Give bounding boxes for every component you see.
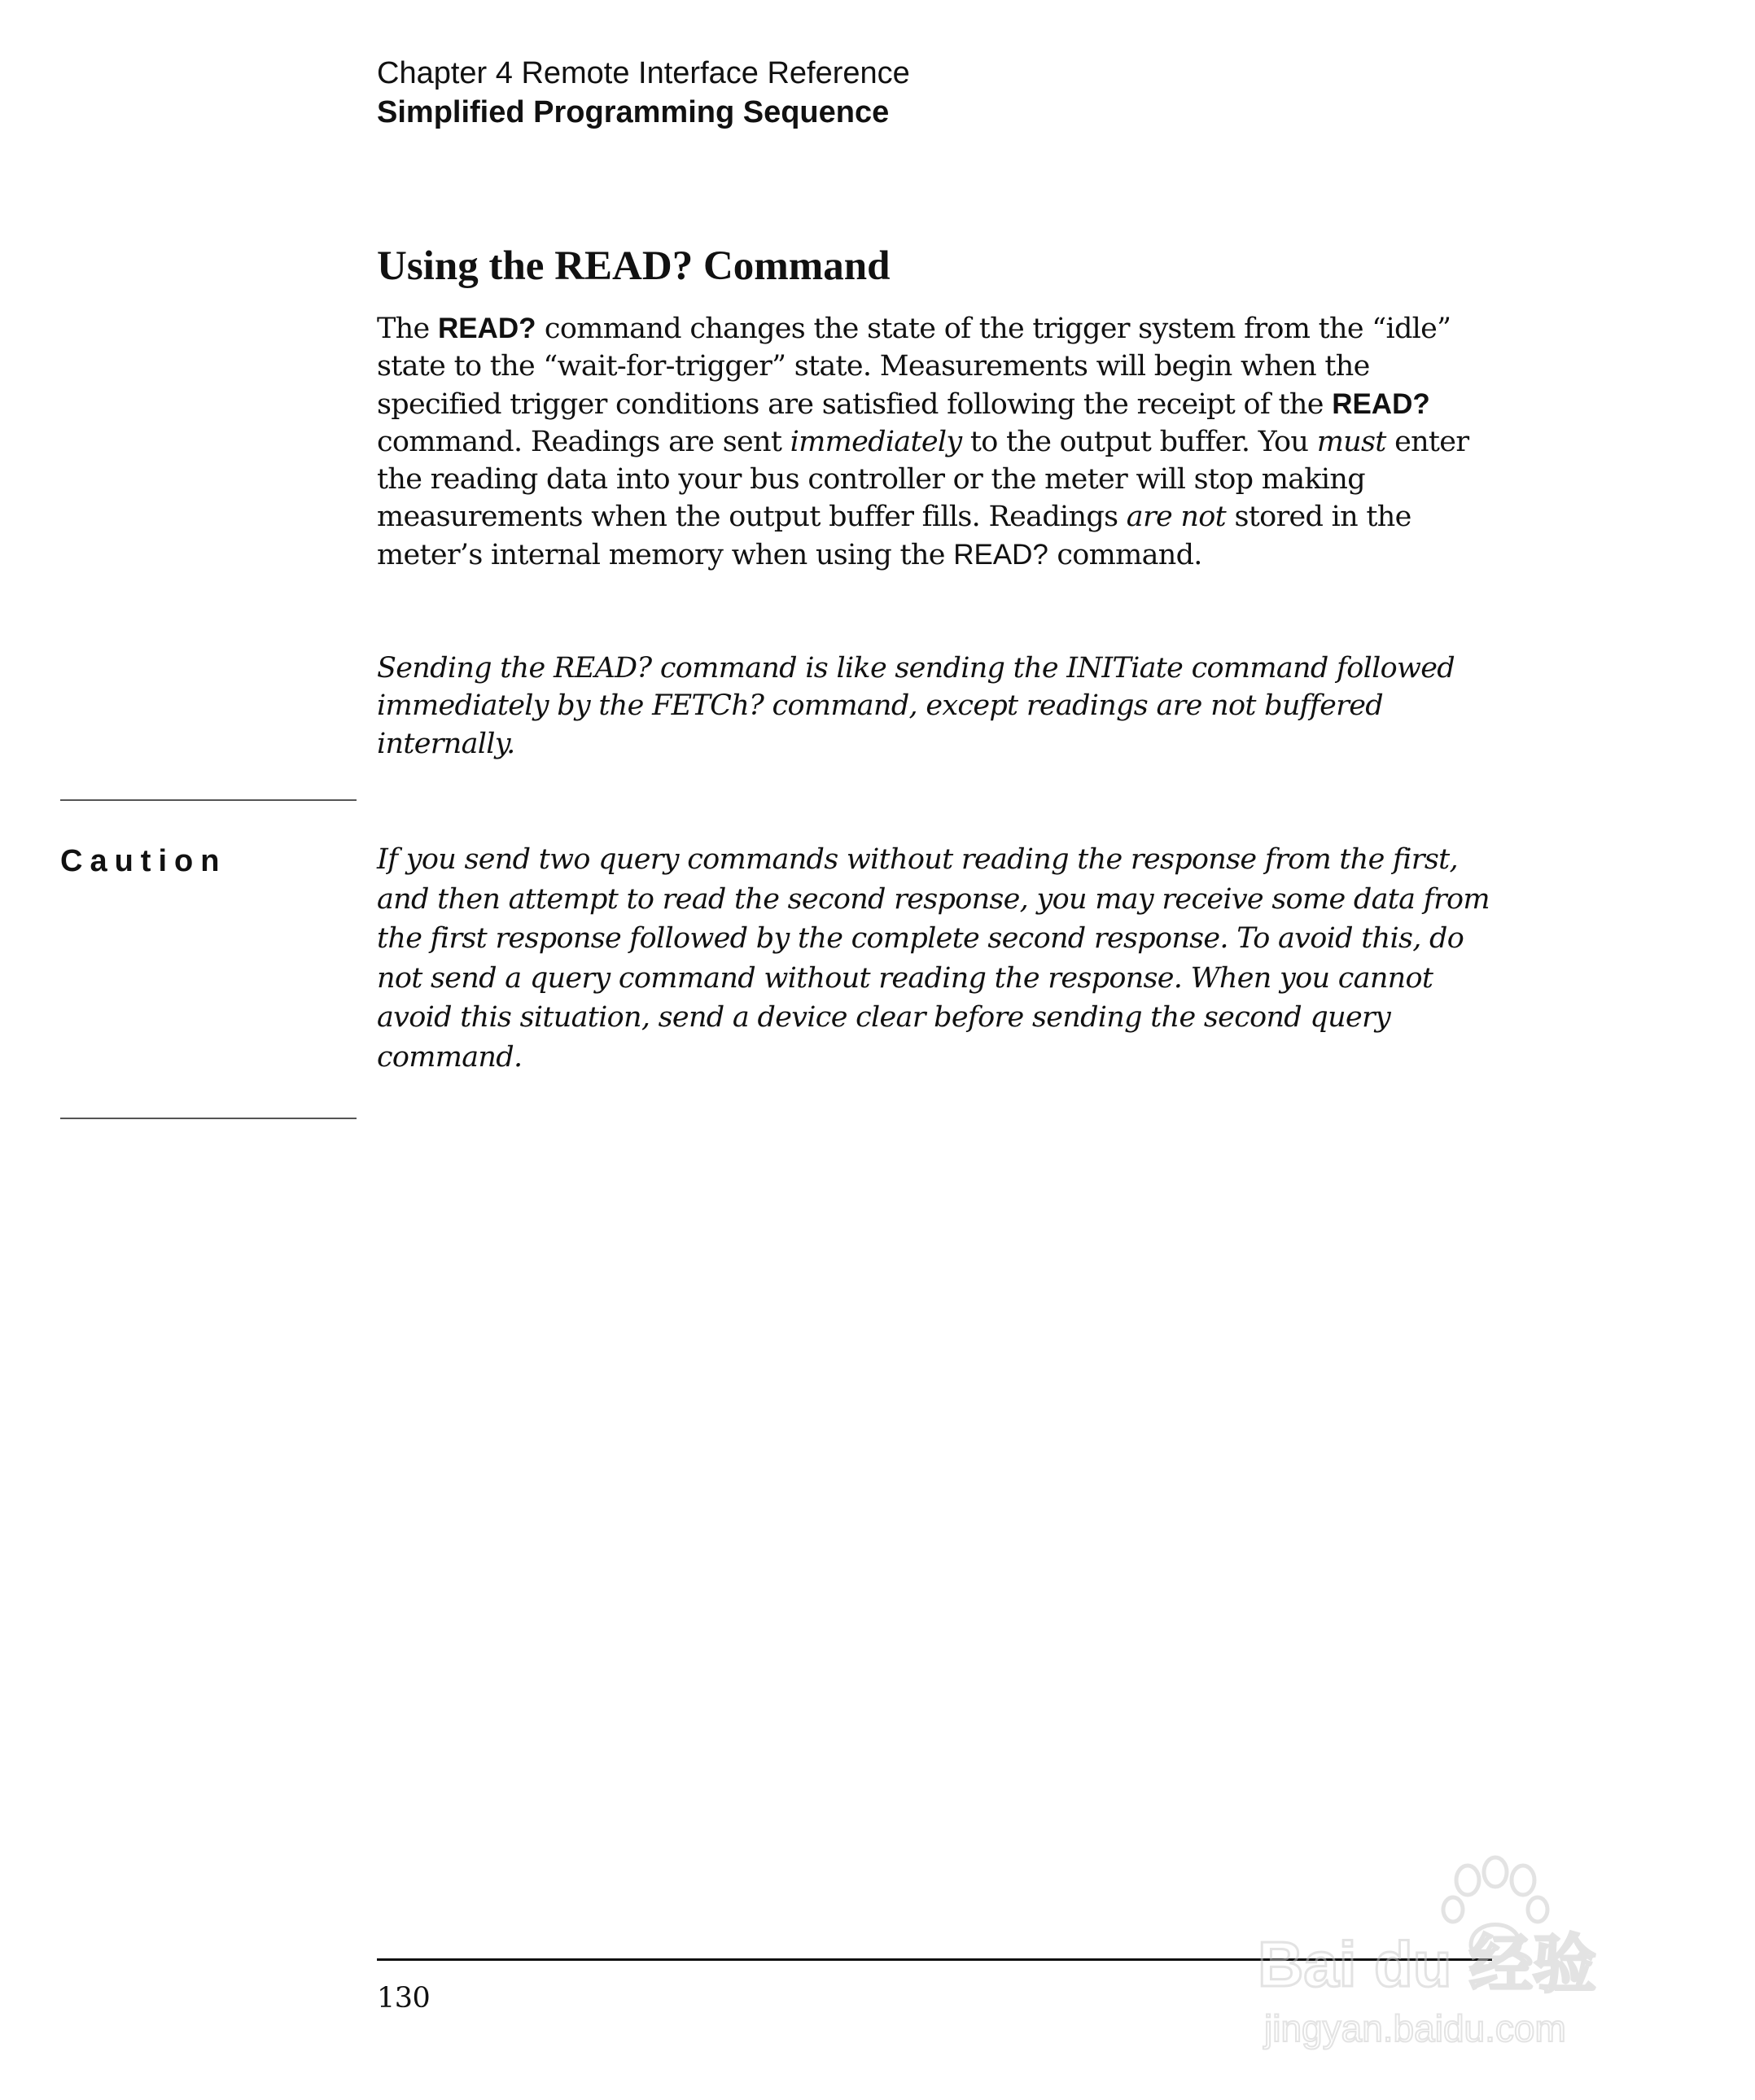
watermark-brand-text: Bai du 经验 (1258, 1928, 1597, 2000)
command-read: READ? (1332, 387, 1430, 420)
caution-text: If you send two query commands without reading the response from the first, and then attempt to read the second response, you may receive some data from the first response followed by the complete second response. To avoid this, do not send a query command without reading the response. When you cannot avoid this situation, send a device clear before sending the second query command. (377, 843, 1490, 1074)
text-run: command changes the state of the trigger system from the “idle” state to the “wait-for-trigger” state. Measurements will begin when the specified trigger conditions are satisfied following the receipt of the (377, 313, 1451, 421)
page-number: 130 (377, 1982, 431, 2015)
command-read: READ? (437, 313, 536, 344)
watermark-url-text: jingyan.baidu.com (1264, 2007, 1566, 2050)
emphasis-are-not: are not (1126, 501, 1227, 534)
text-run: The (377, 313, 438, 345)
running-header-section: Simplified Programming Sequence (377, 95, 890, 129)
body-paragraph-1 (377, 310, 1492, 574)
caution-divider-bottom (60, 1118, 357, 1119)
baidu-jingyan-watermark (1258, 1848, 1681, 2067)
command-read: READ? (953, 538, 1048, 571)
text-run: to the output buffer. You (961, 425, 1317, 458)
text-run: stored in the meter’s internal memory when using the (377, 501, 1411, 571)
caution-divider-top (60, 799, 357, 801)
section-title: Using the READ? Command (377, 243, 891, 289)
text-run: command. (1048, 538, 1202, 571)
text-run: enter the reading data into your bus controller or the meter will stop making measurements when the output buffer fills. Readings (377, 425, 1469, 534)
emphasis-immediately: immediately (790, 425, 962, 458)
caution-label: Caution (60, 844, 227, 878)
body-paragraph-2-italic-note: Sending the READ? command is like sending the INITiate command followed immediately by the FETCh? command, except readings are not buffered internally. (377, 652, 1455, 760)
running-header-chapter: Chapter 4 Remote Interface Reference (377, 56, 910, 90)
text-run: command. Readings are sent (377, 425, 790, 458)
emphasis-must: must (1316, 425, 1386, 458)
